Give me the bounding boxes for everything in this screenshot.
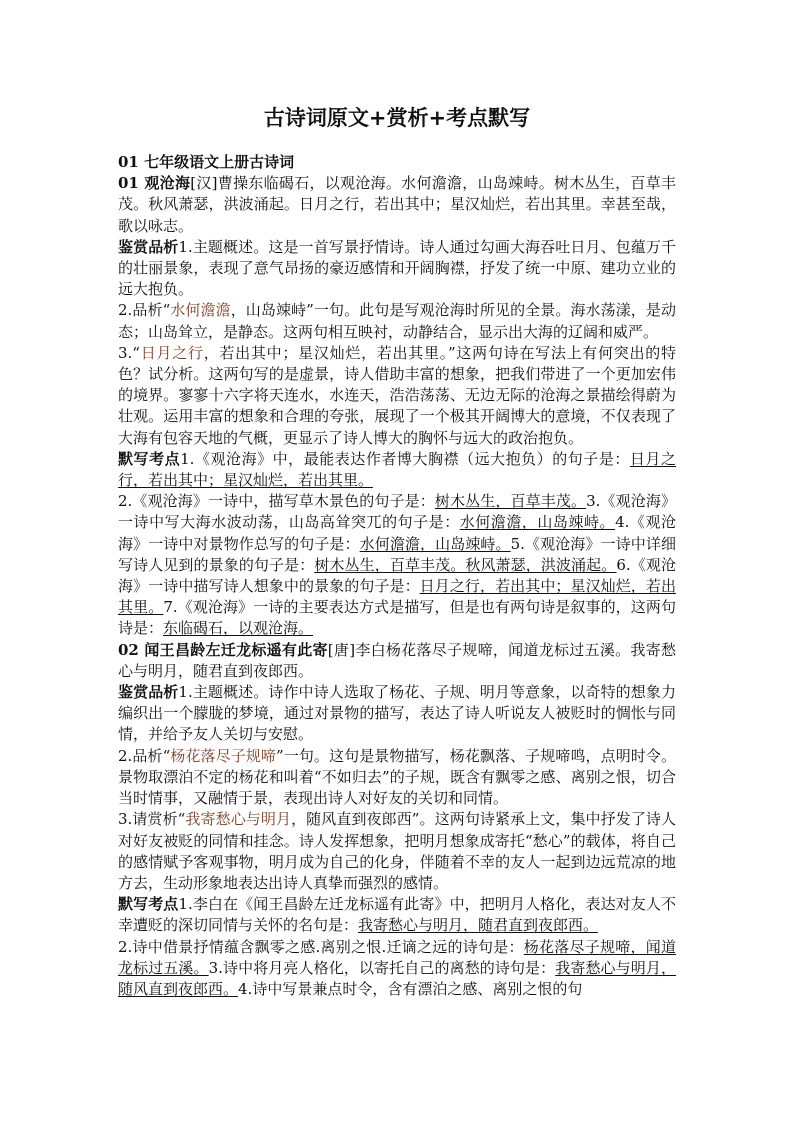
answer-text: 我寄愁心与明月，随风直到夜郎西。: [118, 958, 676, 998]
question-text: 1.《观沧海》中，最能表达作者博大胸襟（远大抱负）的句子是：: [180, 449, 630, 468]
poem-1-text: [汉]曹操东临碣石，以观沧海。水何澹澹，山岛竦峙。树木丛生，百草丰茂。秋风萧瑟，洪波涌起。日月之行，若出其中；星汉灿烂，若出其里。幸甚至哉，歌以咏志。: [118, 174, 676, 235]
dictation-label: 默写考点: [118, 895, 179, 914]
question-text: 5.《观沧海》一诗中详细写诗人见到的景象的句子是：: [118, 534, 676, 574]
analysis-2-p2: [118, 746, 676, 810]
analysis-text: 2.品析“: [118, 301, 171, 320]
document-page: [118, 100, 676, 1000]
poem-2-text: [唐]李白杨花落尽子规啼，闻道龙标过五溪。我寄愁心与明月，随君直到夜郎西。: [118, 640, 676, 680]
answer-text: 东临碣石，以观沧海。: [163, 619, 314, 638]
analysis-text: ，若出其中；星汉灿烂，若出其里。”这两句诗在写法上有何突出的特色？试分析。这两句写的是虚景，诗人借助丰富的想象，把我们带进了一个更加宏伟的境界。寥寥十六字将天连水，水连天，浩浩荡荡、无边无际的沧海之景描绘得蔚为壮观。运用丰富的想象和合理的夸张，展现了一个极其开阔博大的意境，不仅表现了大海有包容天地的气概，更显示了诗人博大的胸怀与远大的政治抱负。: [118, 343, 676, 447]
poem-2: [118, 640, 676, 682]
question-text: 7.《观沧海》一诗的主要表达方式是描写，但是也有两句诗是叙事的，这两句诗是：: [118, 598, 676, 638]
analysis-text: 3.请赏析“: [118, 810, 186, 829]
question-text: 4.诗中写景兼点时令，含有漂泊之感、离别之恨的句: [238, 979, 583, 998]
dictation-label: 默写考点: [118, 449, 181, 468]
question-text: 2.诗中借景抒情蕴含飘零之感.离别之恨.迁谪之远的诗句是：: [118, 937, 524, 956]
answer-text: 树木丛生，百草丰茂。: [434, 492, 587, 511]
page-title: 古诗词原文+赏析+考点默写: [263, 106, 531, 130]
analysis-text: 1.主题概述。这是一首写景抒情诗。诗人通过勾画大海吞吐日月、包蕴万千的壮丽景象，表现了意气昂扬的豪迈感情和开阔胸襟，抒发了统一中原、建功立业的远大抱负。: [118, 237, 676, 299]
question-text: 3.《观沧海》一诗中写大海水波动荡，山岛高耸突兀的句子是：: [118, 492, 676, 532]
quoted-verse: 日月之行: [139, 343, 204, 362]
quoted-verse: 我寄愁心与明月: [185, 810, 292, 829]
answer-text: 日月之行，若出其中；星汉灿烂，若出其里。: [118, 449, 676, 490]
question-text: 3.诗中将月亮人格化，以寄托自己的离愁的诗句是：: [208, 958, 556, 977]
analysis-text: ，山岛竦峙”一句。此句是写观沧海时所见的全景。海水荡漾，是动态；山岛耸立，是静态。这两句相互映衬，动静结合，显示出大海的辽阔和威严。: [118, 301, 676, 341]
analysis-1-p3: [118, 343, 676, 449]
analysis-text: 3.“: [118, 343, 140, 362]
poem-2-title: 02 闻王昌龄左迁龙标遥有此寄: [118, 640, 328, 659]
section-heading: 01 七年级语文上册古诗词: [118, 153, 295, 171]
quoted-verse: 水何澹澹: [170, 301, 231, 320]
analysis-text: ，随风直到夜郎西”。这两句诗紧承上文，集中抒发了诗人对好友被贬的同情和挂念。诗人发挥想象，把明月想象成寄托“愁心”的载体，将自己的感情赋予客观事物，明月成为自己的化身，伴随着不幸的友人一起到边远荒凉的地方去，生动形象地表达出诗人真挚而强烈的感情。: [118, 810, 676, 892]
analysis-2-p3: [118, 809, 676, 894]
analysis-label: 鉴赏品析: [118, 683, 179, 702]
question-text: 1.李白在《闻王昌龄左迁龙标遥有此寄》中，把明月人格化，表达对友人不幸遭贬的深切同情与关怀的名句是：: [118, 895, 676, 935]
analysis-1-p2: [118, 300, 676, 342]
analysis-text: ”一句。这句是景物描写，杨花飘落、子规啼鸣，点明时令。景物取漂泊不定的杨花和叫着“不如归去”的子规，既含有飘零之感、离别之恨，切合当时情事，又融情于景，表现出诗人对好友的关切和同情。: [118, 746, 676, 808]
dictation-1-rest: [118, 491, 676, 639]
dictation-1-q1: [118, 449, 676, 491]
poem-1: [118, 173, 676, 237]
question-text: 4.《观沧海》一诗中对景物作总写的句子是：: [118, 513, 676, 553]
answer-text: 日月之行，若出其中；星汉灿烂，若出其里。: [118, 577, 676, 617]
analysis-text: 1.主题概述。诗作中诗人选取了杨花、子规、明月等意象，以奇特的想象力编织出一个朦胧的梦境，通过对景物的描写，表达了诗人听说友人被贬时的惆怅与同情，并给予友人关切与安慰。: [118, 683, 676, 744]
answer-text: 水何澹澹，山岛竦峙。: [459, 513, 616, 532]
question-text: 2.《观沧海》一诗中，描写草木景色的句子是：: [118, 492, 435, 511]
question-text: 6.《观沧海》一诗中描写诗人想象中的景象的句子是：: [118, 555, 676, 596]
quoted-verse: 杨花落尽子规啼: [170, 746, 276, 765]
analysis-2-p1: [118, 682, 676, 746]
analysis-label: 鉴赏品析: [118, 237, 179, 256]
dictation-2-rest: [118, 937, 676, 1001]
dictation-2-q1: [118, 894, 676, 936]
poem-1-title: 01 观沧海: [118, 174, 191, 193]
answer-text: 我寄愁心与明月，随君直到夜郎西。: [358, 916, 599, 935]
analysis-text: 2.品析“: [118, 746, 171, 765]
answer-text: 水何澹澹，山岛竦峙。: [359, 534, 511, 553]
answer-text: 树木丛生，百草丰茂。秋风萧瑟，洪波涌起。: [314, 555, 617, 574]
analysis-1-p1: [118, 237, 676, 301]
answer-text: 杨花落尽子规啼，闻道龙标过五溪。: [118, 937, 676, 977]
